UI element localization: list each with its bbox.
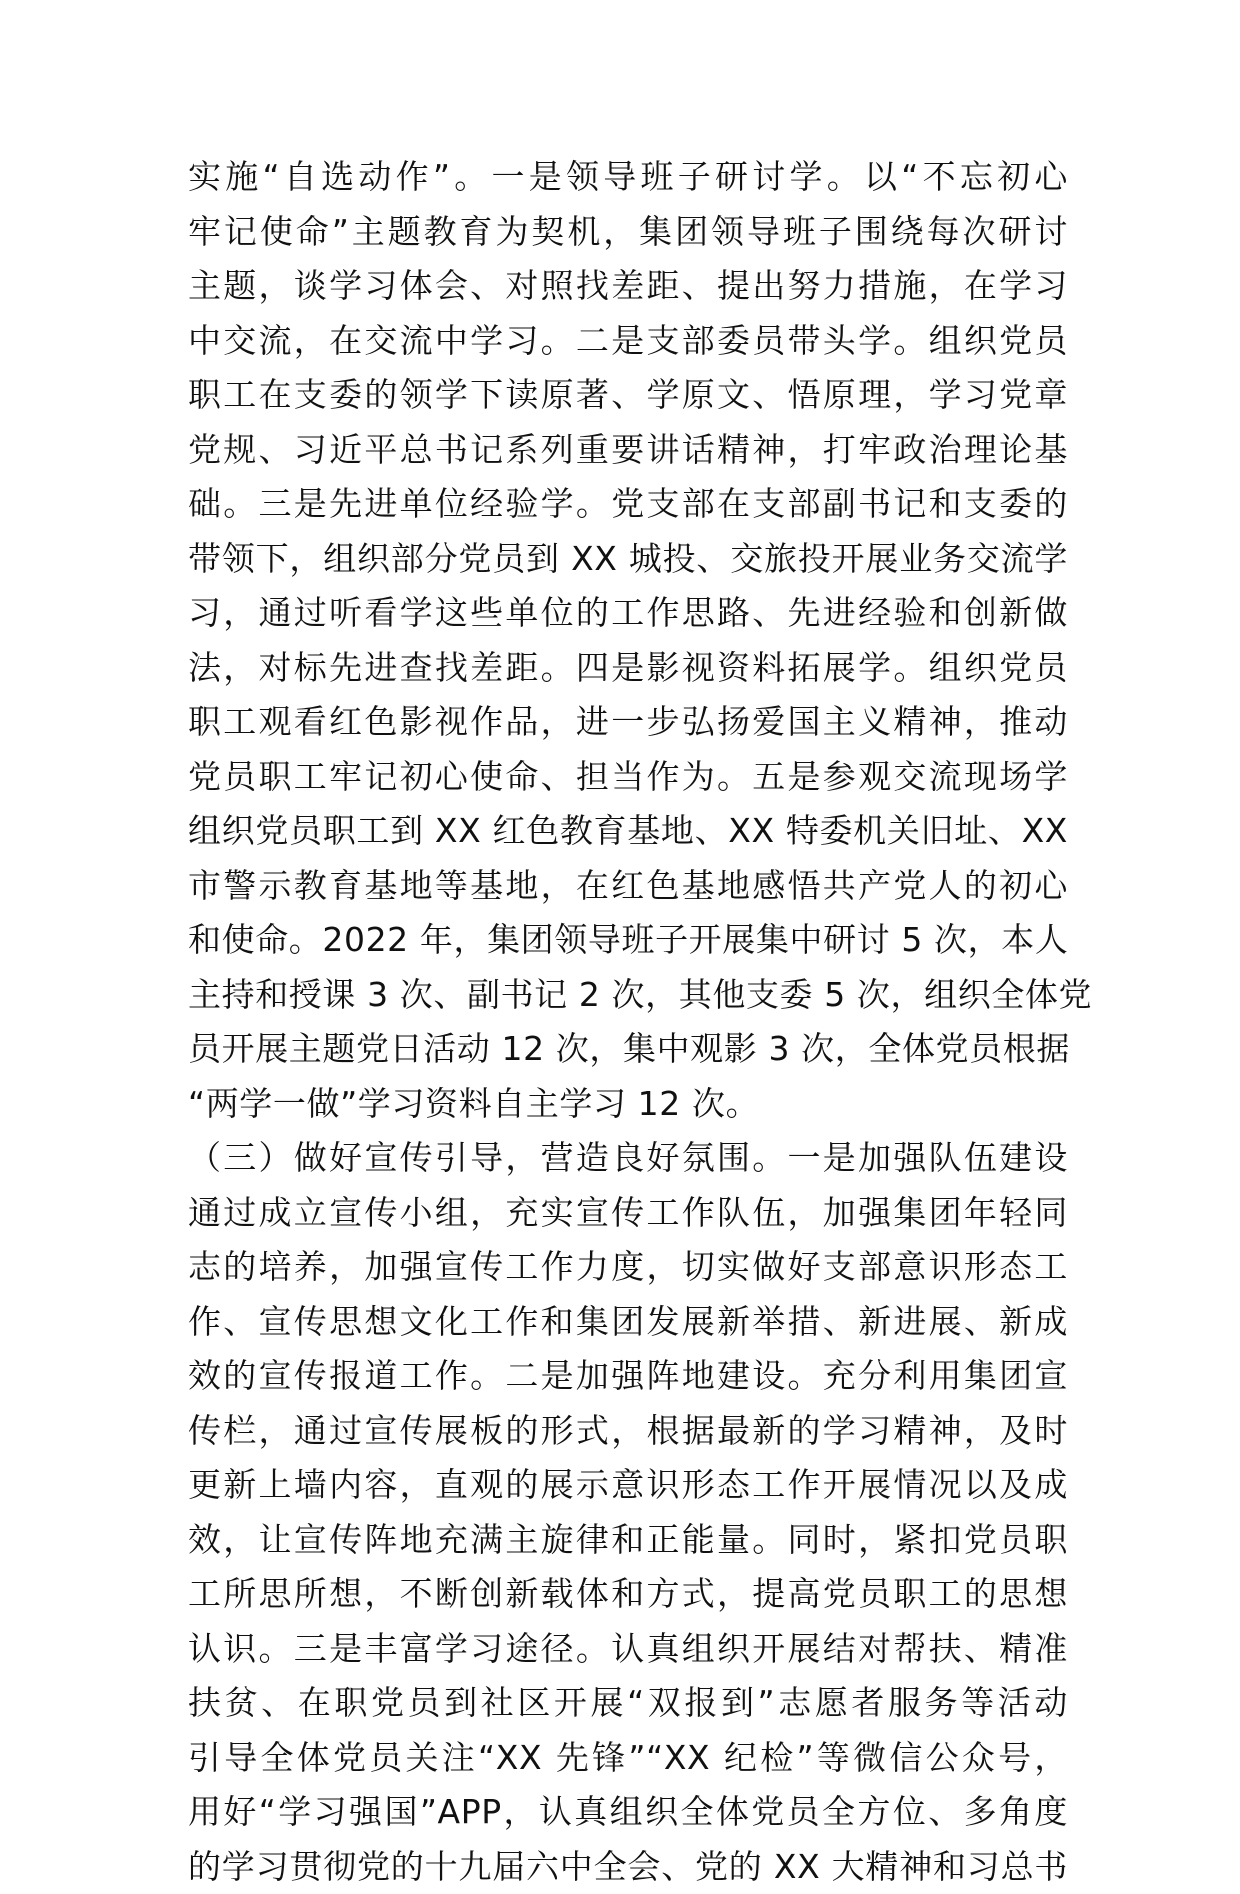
text-line: “两学一做”学习资料自主学习 12 次。 (188, 1077, 1068, 1132)
text-line: 牢记使命”主题教育为契机，集团领导班子围绕每次研讨 (188, 205, 1068, 260)
text-line: 传栏，通过宣传展板的形式，根据最新的学习精神，及时 (188, 1404, 1068, 1459)
text-line: 的学习贯彻党的十九届六中全会、党的 XX 大精神和习总书 (188, 1840, 1068, 1894)
text-line: 通过成立宣传小组，充实宣传工作队伍，加强集团年轻同 (188, 1186, 1068, 1241)
text-line: 中交流，在交流中学习。二是支部委员带头学。组织党员 (188, 314, 1068, 369)
text-line: 法，对标先进查找差距。四是影视资料拓展学。组织党员 (188, 641, 1068, 696)
text-line: 主题，谈学习体会、对照找差距、提出努力措施，在学习 (188, 259, 1068, 314)
text-line: 党员职工牢记初心使命、担当作为。五是参观交流现场学 (188, 750, 1068, 805)
text-line: 工所思所想，不断创新载体和方式，提高党员职工的思想 (188, 1567, 1068, 1622)
text-line: （三）做好宣传引导，营造良好氛围。一是加强队伍建设 (188, 1131, 1068, 1186)
text-line: 员开展主题党日活动 12 次，集中观影 3 次，全体党员根据 (188, 1022, 1068, 1077)
text-line: 和使命。2022 年，集团领导班子开展集中研讨 5 次，本人 (188, 913, 1068, 968)
text-line: 志的培养，加强宣传工作力度，切实做好支部意识形态工 (188, 1240, 1068, 1295)
text-line: 础。三是先进单位经验学。党支部在支部副书记和支委的 (188, 477, 1068, 532)
text-line: 习，通过听看学这些单位的工作思路、先进经验和创新做 (188, 586, 1068, 641)
text-line: 用好“学习强国”APP，认真组织全体党员全方位、多角度 (188, 1785, 1068, 1840)
text-line: 作、宣传思想文化工作和集团发展新举措、新进展、新成 (188, 1295, 1068, 1350)
text-line: 效，让宣传阵地充满主旋律和正能量。同时，紧扣党员职 (188, 1513, 1068, 1568)
text-line: 实施“自选动作”。一是领导班子研讨学。以“不忘初心 (188, 150, 1068, 205)
text-line: 效的宣传报道工作。二是加强阵地建设。充分利用集团宣 (188, 1349, 1068, 1404)
body-text (188, 150, 1068, 1894)
text-line: 更新上墙内容，直观的展示意识形态工作开展情况以及成 (188, 1458, 1068, 1513)
text-line: 扶贫、在职党员到社区开展“双报到”志愿者服务等活动 (188, 1676, 1068, 1731)
text-line: 带领下，组织部分党员到 XX 城投、交旅投开展业务交流学 (188, 532, 1068, 587)
text-line: 认识。三是丰富学习途径。认真组织开展结对帮扶、精准 (188, 1622, 1068, 1677)
text-line: 组织党员职工到 XX 红色教育基地、XX 特委机关旧址、XX (188, 804, 1068, 859)
text-line: 引导全体党员关注“XX 先锋”“XX 纪检”等微信公众号， (188, 1731, 1068, 1786)
text-line: 市警示教育基地等基地，在红色基地感悟共产党人的初心 (188, 859, 1068, 914)
text-line: 职工观看红色影视作品，进一步弘扬爱国主义精神，推动 (188, 695, 1068, 750)
text-line: 职工在支委的领学下读原著、学原文、悟原理，学习党章 (188, 368, 1068, 423)
text-line: 党规、习近平总书记系列重要讲话精神，打牢政治理论基 (188, 423, 1068, 478)
text-line: 主持和授课 3 次、副书记 2 次，其他支委 5 次，组织全体党 (188, 968, 1068, 1023)
